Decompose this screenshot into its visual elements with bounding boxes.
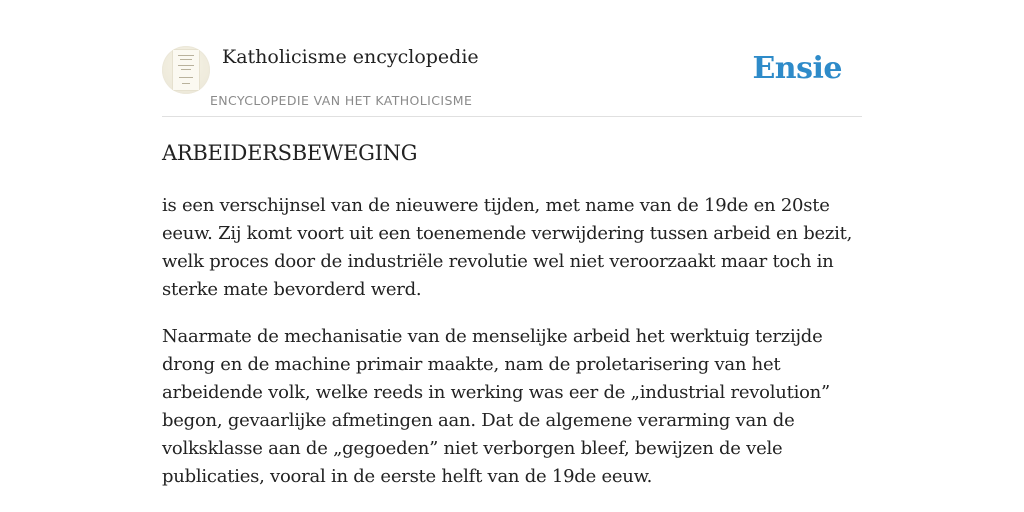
- publication-subtitle: ENCYCLOPEDIE VAN HET KATHOLICISME: [210, 93, 473, 108]
- publication-title[interactable]: Katholicisme encyclopedie: [222, 46, 479, 68]
- article-paragraph: Naarmate de mechanisatie van de menselijke arbeid het werktuig terzijde drong en de machine primair maakte, nam de proletarisering van het arbeidende volk, welke reeds in werking was eer de „industrial revolution” begon, gevaarlijke afmetingen aan. Dat de algemene verarming van de volksklasse aan de „gegoeden” niet verborgen bleef, bewijzen de vele publicaties, vooral in de eerste helft van de 19de eeuw.: [162, 326, 830, 487]
- book-cover-image[interactable]: [162, 46, 210, 94]
- article-paragraph: is een verschijnsel van de nieuwere tijden, met name van de 19de en 20ste eeuw. Zij komt voort uit een toenemende verwijdering tussen arbeid en bezit, welk proces door de industriële revolutie wel niet veroorzaakt maar toch in sterke mate bevorderd werd.: [162, 195, 853, 300]
- article-headword: ARBEIDERSBEWEGING: [162, 141, 418, 165]
- article-body: [162, 192, 864, 510]
- header: [162, 40, 862, 117]
- brand-logo[interactable]: Ensie: [752, 51, 842, 86]
- book-cover-page: [173, 50, 199, 90]
